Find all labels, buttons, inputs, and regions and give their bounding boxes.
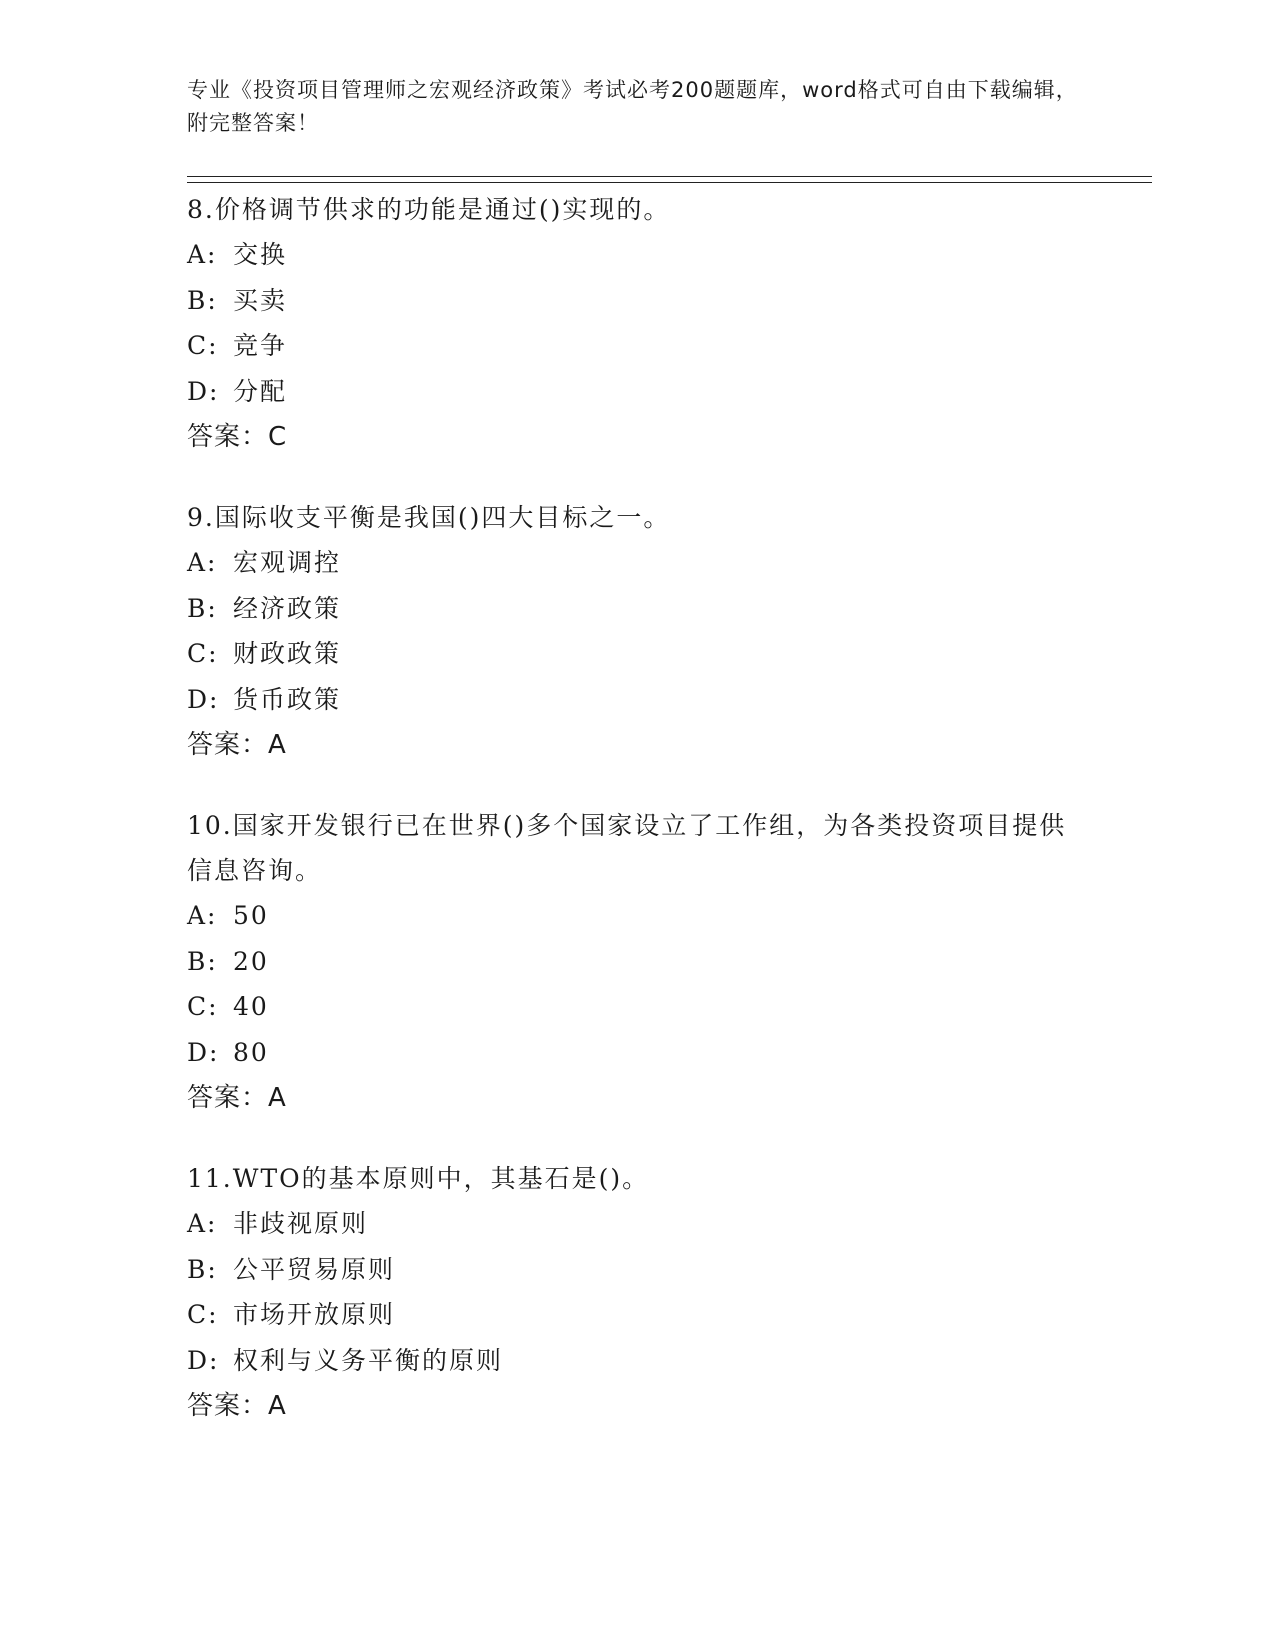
option-text: 财政政策 — [233, 639, 342, 668]
option-d — [187, 677, 1087, 723]
answer-line: 答案：C — [187, 422, 288, 452]
option-text: 市场开放原则 — [233, 1300, 396, 1329]
option-key: C: — [187, 331, 219, 360]
option-text: 20 — [233, 946, 269, 976]
option-key: D: — [187, 376, 220, 406]
option-text: 经济政策 — [233, 593, 342, 623]
option-text: 50 — [233, 901, 269, 930]
question-stem: 11.WTO的基本原则中，其基石是()。 — [187, 1164, 650, 1193]
option-text: 非歧视原则 — [233, 1209, 369, 1238]
question-8 — [187, 187, 1087, 460]
option-a — [187, 232, 1087, 278]
question-stem: 10.国家开发银行已在世界()多个国家设立了工作组，为各类投资项目提供信息咨询。 — [187, 811, 1067, 885]
option-text: 公平贸易原则 — [233, 1254, 396, 1284]
question-9 — [187, 495, 1087, 768]
option-key: C: — [187, 992, 219, 1021]
option-b — [187, 1247, 1087, 1293]
option-key: B: — [187, 1254, 218, 1284]
option-key: B: — [187, 593, 218, 623]
answer-line: 答案：A — [187, 1083, 287, 1113]
option-key: A: — [187, 548, 218, 577]
option-d — [187, 369, 1087, 415]
option-key: C: — [187, 639, 219, 668]
option-text: 40 — [233, 992, 269, 1021]
option-key: D: — [187, 1037, 220, 1067]
option-text: 分配 — [233, 376, 288, 406]
option-c — [187, 1292, 1087, 1338]
question-stem: 8.价格调节供求的功能是通过()实现的。 — [187, 195, 671, 224]
option-c — [187, 984, 1087, 1030]
option-b — [187, 586, 1087, 632]
option-key: C: — [187, 1300, 219, 1329]
document-header: 专业《投资项目管理师之宏观经济政策》考试必考200题题库，word格式可自由下载编辑，附完整答案！ — [187, 78, 1078, 135]
option-d — [187, 1030, 1087, 1076]
option-key: D: — [187, 1345, 220, 1375]
header-divider-bottom — [187, 182, 1152, 183]
question-list — [187, 187, 1087, 1464]
option-key: A: — [187, 1209, 218, 1238]
option-text: 货币政策 — [233, 684, 342, 714]
option-key: A: — [187, 901, 218, 930]
header-divider-top — [187, 176, 1152, 177]
option-a — [187, 540, 1087, 586]
option-key: A: — [187, 240, 218, 269]
option-a — [187, 1201, 1087, 1247]
option-text: 宏观调控 — [233, 548, 342, 577]
option-text: 买卖 — [233, 285, 288, 315]
option-text: 交换 — [233, 240, 288, 269]
option-text: 80 — [233, 1037, 269, 1067]
option-c — [187, 631, 1087, 677]
option-c — [187, 323, 1087, 369]
option-key: D: — [187, 684, 220, 714]
answer-line: 答案：A — [187, 730, 287, 760]
question-10 — [187, 803, 1087, 1121]
answer-line: 答案：A — [187, 1391, 287, 1421]
option-a — [187, 893, 1087, 939]
option-text: 权利与义务平衡的原则 — [233, 1345, 504, 1375]
option-b — [187, 278, 1087, 324]
option-d — [187, 1338, 1087, 1384]
option-text: 竞争 — [233, 331, 288, 360]
option-key: B: — [187, 285, 218, 315]
option-key: B: — [187, 946, 218, 976]
question-11 — [187, 1156, 1087, 1429]
option-b — [187, 939, 1087, 985]
question-stem: 9.国际收支平衡是我国()四大目标之一。 — [187, 503, 671, 532]
